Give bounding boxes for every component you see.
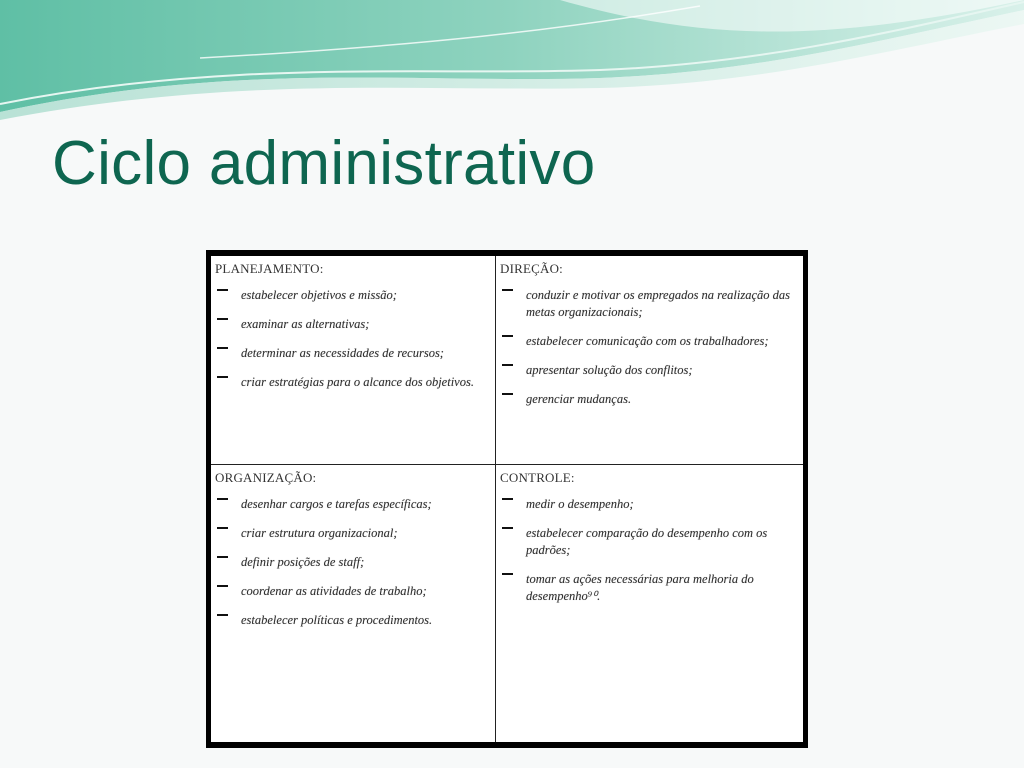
dash-bullet-icon — [217, 527, 228, 529]
dash-bullet-icon — [217, 614, 228, 616]
dash-bullet-icon — [502, 335, 513, 337]
list-item: gerenciar mudanças. — [500, 391, 799, 408]
dash-bullet-icon — [502, 364, 513, 366]
dash-bullet-icon — [502, 289, 513, 291]
cell-heading: CONTROLE: — [500, 470, 575, 485]
dash-bullet-icon — [502, 527, 513, 529]
cell-organizacao — [211, 464, 495, 742]
list-item: desenhar cargos e tarefas específicas; — [215, 496, 491, 513]
list-item: determinar as necessidades de recursos; — [215, 345, 491, 362]
table-border — [803, 250, 808, 748]
dash-bullet-icon — [217, 289, 228, 291]
cell-heading: DIREÇÃO: — [500, 261, 563, 276]
list-item: conduzir e motivar os empregados na realização das metas organizacionais; — [500, 287, 799, 321]
list-item: examinar as alternativas; — [215, 316, 491, 333]
slide-title: Ciclo administrativo — [52, 129, 596, 198]
dash-bullet-icon — [217, 585, 228, 587]
cell-planejamento — [211, 256, 495, 464]
list-item: estabelecer objetivos e missão; — [215, 287, 491, 304]
dash-bullet-icon — [502, 573, 513, 575]
list-item: estabelecer políticas e procedimentos. — [215, 612, 491, 629]
list-item: estabelecer comunicação com os trabalhadores; — [500, 333, 799, 350]
cell-heading: ORGANIZAÇÃO: — [215, 470, 317, 485]
dash-bullet-icon — [502, 498, 513, 500]
list-item: apresentar solução dos conflitos; — [500, 362, 799, 379]
dash-bullet-icon — [217, 498, 228, 500]
cell-controle — [495, 464, 803, 742]
list-item: medir o desempenho; — [500, 496, 799, 513]
list-item: criar estrutura organizacional; — [215, 525, 491, 542]
list-item: coordenar as atividades de trabalho; — [215, 583, 491, 600]
dash-bullet-icon — [502, 393, 513, 395]
list-item: tomar as ações necessárias para melhoria do desempenho⁹⁰. — [500, 571, 799, 605]
table-border — [206, 742, 808, 748]
list-item: definir posições de staff; — [215, 554, 491, 571]
dash-bullet-icon — [217, 318, 228, 320]
dash-bullet-icon — [217, 556, 228, 558]
cell-heading: PLANEJAMENTO: — [215, 261, 324, 276]
administrative-cycle-table — [206, 250, 808, 748]
list-item: estabelecer comparação do desempenho com os padrões; — [500, 525, 799, 559]
list-item: criar estratégias para o alcance dos objetivos. — [215, 374, 491, 391]
dash-bullet-icon — [217, 347, 228, 349]
header-wave-decoration — [0, 0, 1024, 120]
dash-bullet-icon — [217, 376, 228, 378]
cell-direcao — [495, 256, 803, 464]
